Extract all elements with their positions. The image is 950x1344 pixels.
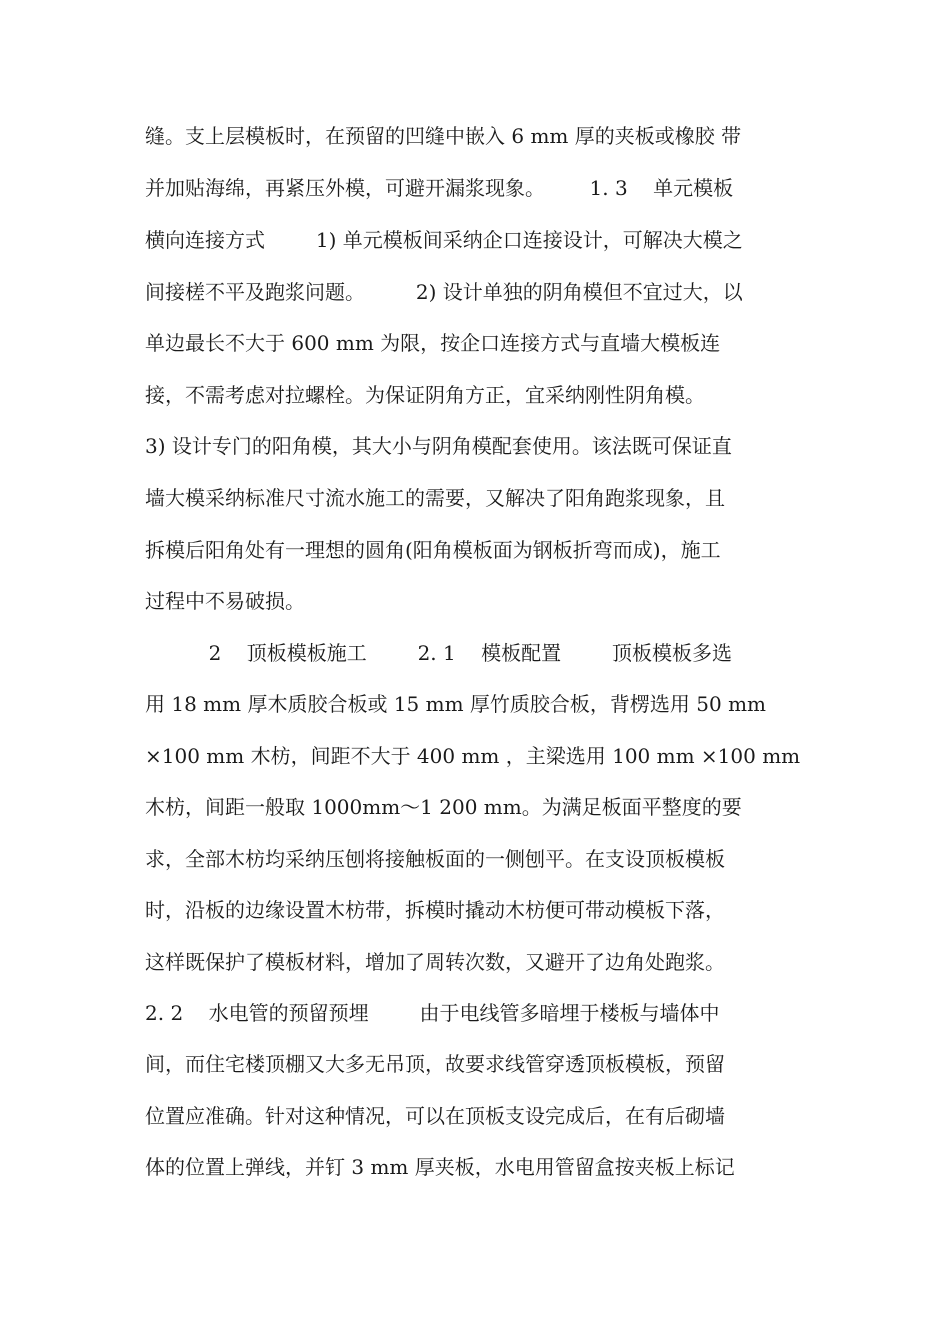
text-line: 2. 2 水电管的预留预埋 由于电线管多暗埋于楼板与墙体中 xyxy=(145,1001,720,1025)
text-line: 3) 设计专门的阳角模，其大小与阴角模配套使用。该法既可保证直 xyxy=(145,434,732,458)
section-heading-line: 2 顶板模板施工 2. 1 模板配置 顶板模板多选 xyxy=(145,641,733,665)
text-line: 用 18 mm 厚木质胶合板或 15 mm 厚竹质胶合板，背楞选用 50 mm xyxy=(145,692,766,716)
text-line: 横向连接方式 1) 单元模板间采纳企口连接设计，可解决大模之 xyxy=(145,228,743,252)
text-line: 位置应准确。针对这种情况，可以在顶板支设完成后，在有后砌墙 xyxy=(145,1104,725,1128)
text-line: 体的位置上弹线，并钉 3 mm 厚夹板，水电用管留盒按夹板上标记 xyxy=(145,1155,735,1179)
text-line: 墙大模采纳标准尺寸流水施工的需要，又解决了阳角跑浆现象，且 xyxy=(145,486,725,510)
text-line: 单边最长不大于 600 mm 为限，按企口连接方式与直墙大模板连 xyxy=(145,331,721,355)
text-line: 缝。支上层模板时，在预留的凹缝中嵌入 6 mm 厚的夹板或橡胶 带 xyxy=(145,124,742,148)
text-line: 间接槎不平及跑浆问题。 2) 设计单独的阴角模但不宜过大，以 xyxy=(145,280,743,304)
text-line: 木枋，间距一般取 1000mm～1 200 mm。为满足板面平整度的要 xyxy=(145,795,742,819)
text-line: 拆模后阳角处有一理想的圆角(阳角模板面为钢板折弯而成)，施工 xyxy=(145,538,721,562)
text-line: 求，全部木枋均采纳压刨将接触板面的一侧刨平。在支设顶板模板 xyxy=(145,847,725,871)
text-line: 这样既保护了模板材料，增加了周转次数，又避开了边角处跑浆。 xyxy=(145,950,725,974)
text-line: ×100 mm 木枋，间距不大于 400 mm ，主梁选用 100 mm ×100 mm xyxy=(145,744,801,768)
text-line: 时，沿板的边缘设置木枋带，拆模时撬动木枋便可带动模板下落， xyxy=(145,898,725,922)
text-line: 过程中不易破损。 xyxy=(145,589,305,613)
text-line: 间，而住宅楼顶棚又大多无吊顶，故要求线管穿透顶板模板，预留 xyxy=(145,1052,725,1076)
text-line: 并加贴海绵，再紧压外模，可避开漏浆现象。 1. 3 单元模板 xyxy=(145,176,734,200)
text-line: 接，不需考虑对拉螺栓。为保证阴角方正，宜采纳刚性阴角模。 xyxy=(145,383,705,407)
